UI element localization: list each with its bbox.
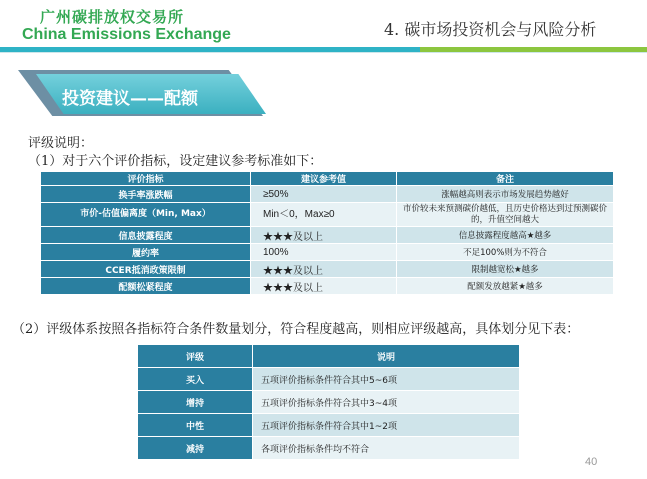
note-cell: 配额发放越紧★越多: [397, 278, 614, 295]
reference-cell: ★★★及以上: [251, 261, 397, 278]
divider-shadow: [0, 52, 647, 53]
table-row: [41, 261, 614, 278]
note-cell: 信息披露程度越高★越多: [397, 227, 614, 244]
header-rating: 评级: [138, 345, 253, 368]
table-row: [138, 414, 520, 437]
indicator-cell: 配额松紧程度: [41, 278, 251, 295]
rating-cell: 中性: [138, 414, 253, 437]
table-row: [138, 437, 520, 460]
table-row: [138, 391, 520, 414]
intro-point-1: （1）对于六个评价指标，设定建议参考标准如下：: [28, 154, 323, 169]
rating-desc-cell: 五项评价指标条件符合其中5~6项: [253, 368, 520, 391]
indicator-cell: 信息披露程度: [41, 227, 251, 244]
reference-cell: Min＜0，Max≥0: [251, 203, 397, 227]
note-cell: 涨幅越高则表示市场发展趋势越好: [397, 186, 614, 203]
indicator-cell: 换手率涨跌幅: [41, 186, 251, 203]
rating-desc-cell: 五项评价指标条件符合其中3~4项: [253, 391, 520, 414]
rating-cell: 增持: [138, 391, 253, 414]
note-cell: 不足100%则为不符合: [397, 244, 614, 261]
table-row: [41, 227, 614, 244]
rating-cell: 买入: [138, 368, 253, 391]
slide-title: 4. 碳市场投资机会与风险分析: [384, 20, 597, 39]
reference-cell: 100%: [251, 244, 397, 261]
page-number: 40: [585, 456, 598, 468]
indicator-table: [40, 171, 614, 295]
table-row: [41, 203, 614, 227]
header-description: 说明: [253, 345, 520, 368]
rating-cell: 减持: [138, 437, 253, 460]
org-name-cn: 广州碳排放权交易所: [40, 8, 185, 26]
intro-label: 评级说明：: [28, 136, 94, 151]
note-cell: 市价较未来预测碳价越低，且历史价格达到过预测碳价的，升值空间越大: [397, 203, 614, 227]
reference-cell: ★★★及以上: [251, 278, 397, 295]
indicator-cell: CCER抵消政策限制: [41, 261, 251, 278]
header-note: 备注: [397, 172, 614, 186]
org-name-en: China Emissions Exchange: [22, 26, 231, 43]
indicator-table-header: [41, 172, 614, 186]
header-indicator: 评价指标: [41, 172, 251, 186]
table-row: [41, 278, 614, 295]
section-banner-title: 投资建议——配额: [62, 89, 198, 109]
table-row: [138, 368, 520, 391]
table-row: [41, 244, 614, 261]
rating-desc-cell: 五项评价指标条件符合其中1~2项: [253, 414, 520, 437]
reference-cell: ★★★及以上: [251, 227, 397, 244]
note-cell: 限制越宽松★越多: [397, 261, 614, 278]
header-reference: 建议参考值: [251, 172, 397, 186]
table-row: [41, 186, 614, 203]
header-divider: [0, 47, 647, 53]
intro-point-2: （2）评级体系按照各指标符合条件数量划分，符合程度越高，则相应评级越高，具体划分见下表：: [12, 322, 580, 337]
rating-table: [137, 344, 520, 460]
indicator-cell: 市价-估值偏离度（Min, Max）: [41, 203, 251, 227]
rating-table-header: [138, 345, 520, 368]
indicator-cell: 履约率: [41, 244, 251, 261]
rating-desc-cell: 各项评价指标条件均不符合: [253, 437, 520, 460]
reference-cell: ≥50%: [251, 186, 397, 203]
